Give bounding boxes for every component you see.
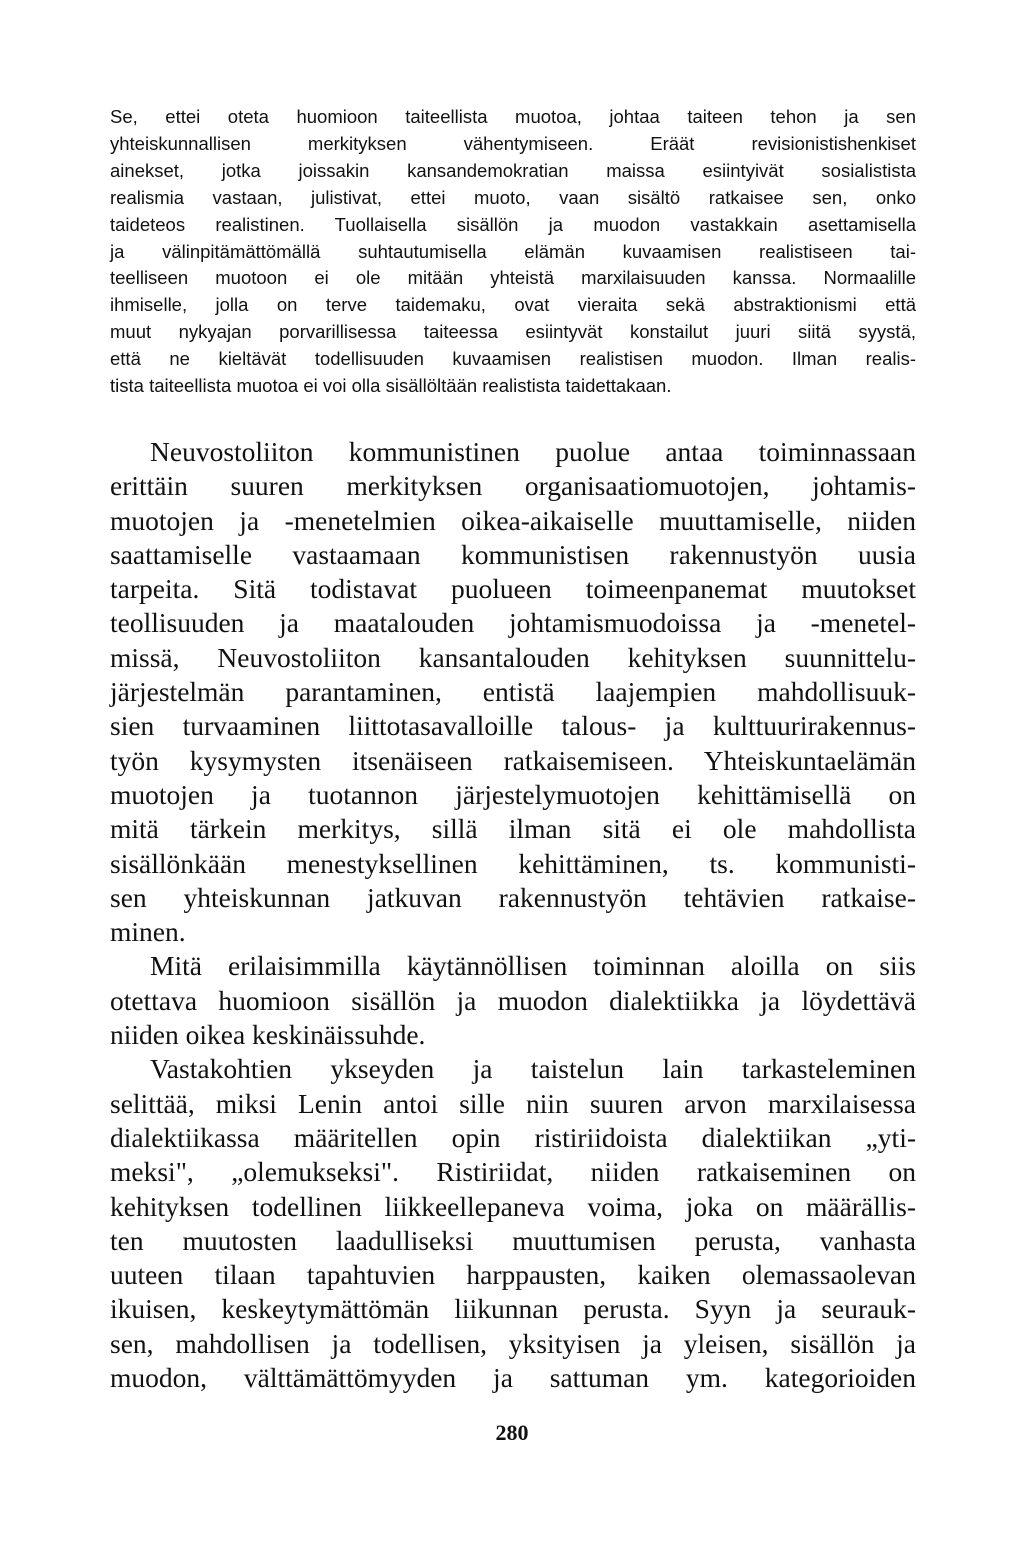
text-line: sisällönkään menestyksellinen kehittäminen, ts. kommunisti- [110, 847, 916, 879]
text-line: tista taiteellista muotoa ei voi olla sisällöltään realistista taidettakaan. [110, 375, 672, 397]
text-line: ainekset, jotka joissakin kansandemokratian maissa esiintyivät sosialistista [110, 159, 916, 181]
paragraph [110, 1052, 916, 1395]
text-line: Vastakohtien ykseyden ja taistelun lain tarkasteleminen [150, 1053, 916, 1085]
text-line: Mitä erilaisimmilla käytännöllisen toiminnan aloilla on siis [150, 950, 916, 982]
text-line: muodon, välttämättömyyden ja sattuman ym. kategorioiden [110, 1361, 916, 1393]
document-page [110, 104, 916, 1395]
text-line: sen, mahdollisen ja todellisen, yksityisen ja yleisen, sisällön ja [110, 1327, 916, 1359]
text-line: taideteos realistinen. Tuollaisella sisällön ja muodon vastakkain asettamisella [110, 213, 916, 235]
text-line: muotojen ja tuotannon järjestelymuotojen kehittämisellä on [110, 778, 916, 810]
text-line: missä, Neuvostoliiton kansantalouden kehityksen suunnittelu- [110, 641, 916, 673]
text-line: ten muutosten laadulliseksi muuttumisen perusta, vanhasta [110, 1224, 916, 1256]
text-line: ihmiselle, jolla on terve taidemaku, ovat vieraita sekä abstraktionismi että [110, 294, 916, 316]
text-line: että ne kieltävät todellisuuden kuvaamisen realistisen muodon. Ilman realis- [110, 348, 916, 370]
paragraph [110, 949, 916, 1052]
paragraph [110, 435, 916, 949]
text-line: Neuvostoliiton kommunistinen puolue antaa toiminnassaan [150, 435, 916, 467]
text-line: tarpeita. Sitä todistavat puolueen toimeenpanemat muutokset [110, 573, 916, 605]
text-line: selittää, miksi Lenin antoi sille niin suuren arvon marxilaisessa [110, 1087, 916, 1119]
text-line: uuteen tilaan tapahtuvien harppausten, kaiken olemassaolevan [110, 1259, 916, 1291]
text-line: työn kysymysten itsenäiseen ratkaisemiseen. Yhteiskuntaelämän [110, 744, 916, 776]
main-text [110, 435, 916, 1395]
text-line: dialektiikassa määritellen opin ristiriidoista dialektiikan „yti- [110, 1121, 916, 1153]
text-line: erittäin suuren merkityksen organisaatiomuotojen, johtamis- [110, 470, 916, 502]
text-line: saattamiselle vastaamaan kommunistisen rakennustyön uusia [110, 538, 916, 570]
text-line: ja välinpitämättömällä suhtautumisella elämän kuvaamisen realistiseen tai- [110, 240, 916, 262]
text-line: muotojen ja -menetelmien oikea-aikaiselle muuttamiselle, niiden [110, 504, 916, 536]
text-line: järjestelmän parantaminen, entistä laajempien mahdollisuuk- [110, 676, 916, 708]
text-line: Se, ettei oteta huomioon taiteellista muotoa, johtaa taiteen tehon ja sen [110, 106, 916, 127]
text-line: mitä tärkein merkitys, sillä ilman sitä ei ole mahdollista [110, 813, 916, 845]
text-line: teollisuuden ja maatalouden johtamismuodoissa ja -menetel- [110, 607, 916, 639]
text-line: minen. [110, 916, 186, 948]
text-line: otettava huomioon sisällön ja muodon dialektiikka ja löydettävä [110, 984, 916, 1016]
text-line: meksi", „olemukseksi". Ristiriidat, niiden ratkaiseminen on [110, 1156, 916, 1188]
text-line: kehityksen todellinen liikkeellepaneva voima, joka on määrällis- [110, 1190, 916, 1222]
text-line: niiden oikea keskinäissuhde. [110, 1019, 426, 1051]
text-line: yhteiskunnallisen merkityksen vähentymiseen. Eräät revisionistishenkiset [110, 132, 916, 154]
text-line: muut nykyajan porvarillisessa taiteessa esiintyvät konstailut juuri siitä syystä, [110, 321, 916, 343]
text-line: teelliseen muotoon ei ole mitään yhteistä marxilaisuuden kanssa. Normaalille [110, 267, 916, 289]
text-line: ikuisen, keskeytymättömän liikunnan perusta. Syyn ja seurauk- [110, 1293, 916, 1325]
page-number: 280 [495, 1420, 529, 1445]
text-line: realismia vastaan, julistivat, ettei muoto, vaan sisältö ratkaisee sen, onko [110, 186, 916, 208]
small-print-paragraph [110, 104, 916, 400]
text-line: sien turvaaminen liittotasavalloille talous- ja kulttuurirakennus- [110, 710, 916, 742]
text-line: sen yhteiskunnan jatkuvan rakennustyön tehtävien ratkaise- [110, 881, 916, 913]
